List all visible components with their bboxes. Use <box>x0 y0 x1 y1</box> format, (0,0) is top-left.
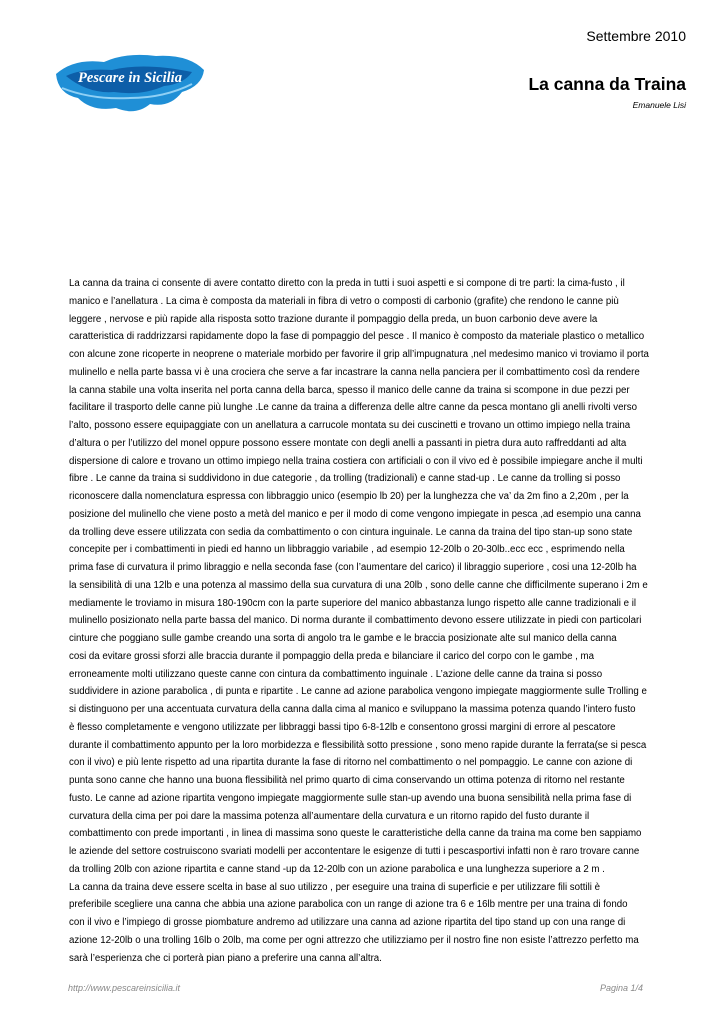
body-line: prima fase di curvatura il primo libraggio e nella seconda fase (con l’aumentare del carico) il libraggio superiore , cosi una 12-20lb ha <box>69 562 637 573</box>
svg-text:Pescare in Sicilia: Pescare in Sicilia <box>78 70 182 86</box>
body-line: manico e l’anellatura . La cima è composta da materiali in fibra di vetro o composti di carbonio (grafite) che rendono le canne più <box>69 295 619 307</box>
body-line: l’alto, possono essere equipaggiate con un anellatura a carrucole montata su dei cuscinetti e trovano un ottimo impiego nella traina <box>69 420 631 431</box>
body-line: con il vivo) e più lente rispetto ad una ripartita durante la fase di ritorno nel combattimento o nel pompaggio. Le canne con azione di <box>69 757 633 769</box>
body-line: azione 12-20lb o una trolling 16lb o 20lb, ma come per ogni attrezzo che utilizziamo per il nostro fine non esiste l’attrezzo perfetto ma <box>69 934 639 946</box>
article-body <box>69 275 659 967</box>
body-line: punta sono canne che hanno una buona flessibilità nel primo quarto di cima conservando un ottima potenza di ritorno nel restante <box>69 775 625 786</box>
header-date: Settembre 2010 <box>586 28 686 44</box>
pescare-in-sicilia-logo <box>52 48 208 120</box>
body-line: si distinguono per una accentuata curvatura della canna dalla cima al manico e sviluppano la massima potenza quando l’intero fusto <box>69 704 636 715</box>
body-line: La canna da traina ci consente di avere contatto diretto con la preda in tutti i suoi aspetti e si compone di tre parti: la cima-fusto , il <box>69 278 625 289</box>
body-line: le aziende del settore costruiscono svariati modelli per accontentare le esigenze di tutti i pescasportivi infatti non è raro trovare canne <box>69 846 640 857</box>
body-line: con il vivo e l’impiego di grosse piombature andremo ad utilizzare una canna ad azione ripartita del tipo stand up con una range di <box>69 917 626 928</box>
body-line: combattimento con prede importanti , in linea di massima sono queste le caratteristiche della canne da traina ma come ben sappiamo <box>69 828 642 840</box>
body-line: concepite per i combattimenti in piedi ed hanno un libbraggio variabile , ad esempio 12-20lb o 20-30lb..ecc ecc , esprimendo nella <box>69 544 625 556</box>
body-line: La canna da traina deve essere scelta in base al suo utilizzo , per eseguire una traina di superficie e per utilizzare fili sottili è <box>69 881 600 893</box>
body-line: facilitare il trasporto delle canne più lunghe .Le canne da traina a differenza delle altre canne da pesca montano gli anelli rivolti verso <box>69 402 637 414</box>
body-line: con alcune zone ricoperte in neoprene o materiale morbido per favorire il grip all’impugnatura ,nel medesimo manico vi troviamo il porta <box>69 349 649 360</box>
body-line: posizione del mulinello che viene posto a metà del manico e per il modo di come vengono impiegate in pesca ,ad esempio una canna <box>69 508 641 520</box>
page-title: La canna da Traina <box>528 74 686 94</box>
body-line: sarà l’esperienza che ci porterà pian piano a preferire una canna all’altra. <box>69 952 382 964</box>
page-number: Pagina 1/4 <box>599 983 643 993</box>
body-line: suddividere in azione parabolica , di punta e ripartite . Le canne ad azione parabolica vengono impiegate maggiormente sulle Trolling e <box>69 686 647 698</box>
body-line: fusto. Le canne ad azione ripartita vengono impiegate maggiormente sulle stan-up avendo una buona sensibilità nella prima fase di <box>69 792 632 804</box>
body-line: cosi da evitare grossi sforzi alle braccia durante il pompaggio della preda e bilanciare il carico del corpo con le gambe , ma <box>69 650 595 662</box>
footer-website-link[interactable]: http://www.pescareinsicilia.it <box>68 983 181 993</box>
body-line: caratteristica di raddrizzarsi rapidamente dopo la fase di pompaggio del pesce . Il manico è composto da materiale plastico o metallico <box>69 331 645 343</box>
body-line: mulinello e nella parte bassa vi è una crociera che serve a far incastrare la canna nella panciera per il combattimento così da rendere <box>69 366 640 378</box>
body-line: leggere , nervose e più rapide alla risposta sotto trazione durante il pompaggio della preda, un buon carbonio deve avere la <box>69 313 598 325</box>
body-line: curvatura della cima per poi dare la massima potenza all’aumentare della curvatura e un ritorno rapido del fusto durante il <box>69 810 590 822</box>
body-line: fibre . Le canne da traina si suddividono in due categorie , da trolling (tradizionali) e canne stad-up . Le canne da trolling si posso <box>69 473 621 485</box>
body-line: la canna stabile una volta inserita nel porta canna della barca, spesso il manico delle canne da traina si scompone in due pezzi per <box>69 384 630 396</box>
body-line: da trolling 20lb con azione ripartita e canne stand -up da 12-20lb con un azione parabolica e una lunghezza superiore a 2 m . <box>69 863 605 875</box>
body-line: mediamente le troviamo in misura 180-190cm con la parte superiore del manico abbastanza lungo rispetto alle canne tradizionali e il <box>69 597 637 609</box>
body-line: erroneamente molti utilizzano queste canne con cintura da combattimento inguinale . L’azione delle canne da traina si posso <box>69 668 603 680</box>
author-name: Emanuele Lisi <box>632 100 686 110</box>
body-line: cinture che poggiano sulle gambe creando una sorta di angolo tra le gambe e le braccia posizionate alte sul manico della canna <box>69 633 617 644</box>
body-line: dispersione di calore e trovano un ottimo impiego nella traina costiera con artificiali o con il vivo ed è possibile impiegare anche il multi <box>69 455 643 467</box>
body-line: la sensibilità di una 12lb e una potenza al massimo della sua curvatura di una 20lb , sono delle canne che difficilmente superano i 2m e <box>69 579 648 591</box>
body-line: mulinello posizionato nella parte bassa del manico. Di norma durante il combattimento devono essere utilizzate in piedi con particolari <box>69 615 642 627</box>
body-line: da trolling deve essere utilizzata con sedia da combattimento o con cintura inguinale. Le canna da traina del tipo stan-up sono state <box>69 526 633 538</box>
body-line: è flesso completamente e vengono utilizzate per libbraggi bassi tipo 6-8-12lb e consentono grossi margini di errore al pescatore <box>69 721 616 733</box>
body-line: riconoscere dalla nomenclatura espressa con libbraggio unico (esempio lb 20) per la lunghezza che va’ da 2m fino a 2,20m , per la <box>69 491 629 502</box>
body-line: durante il combattimento appunto per la loro morbidezza e flessibilità sotto pressione , sono meno rapide durante la ferrata(se si pesca <box>69 739 647 751</box>
body-line: preferibile scegliere una canna che abbia una azione parabolica con un range di azione tra 6 e 16lb mentre per una traina di fondo <box>69 899 628 911</box>
body-line: d’altura o per l’utilizzo del monel oppure possono essere montate con degli anelli a passanti in pietra dura auto raffreddanti ad alta <box>69 437 627 449</box>
